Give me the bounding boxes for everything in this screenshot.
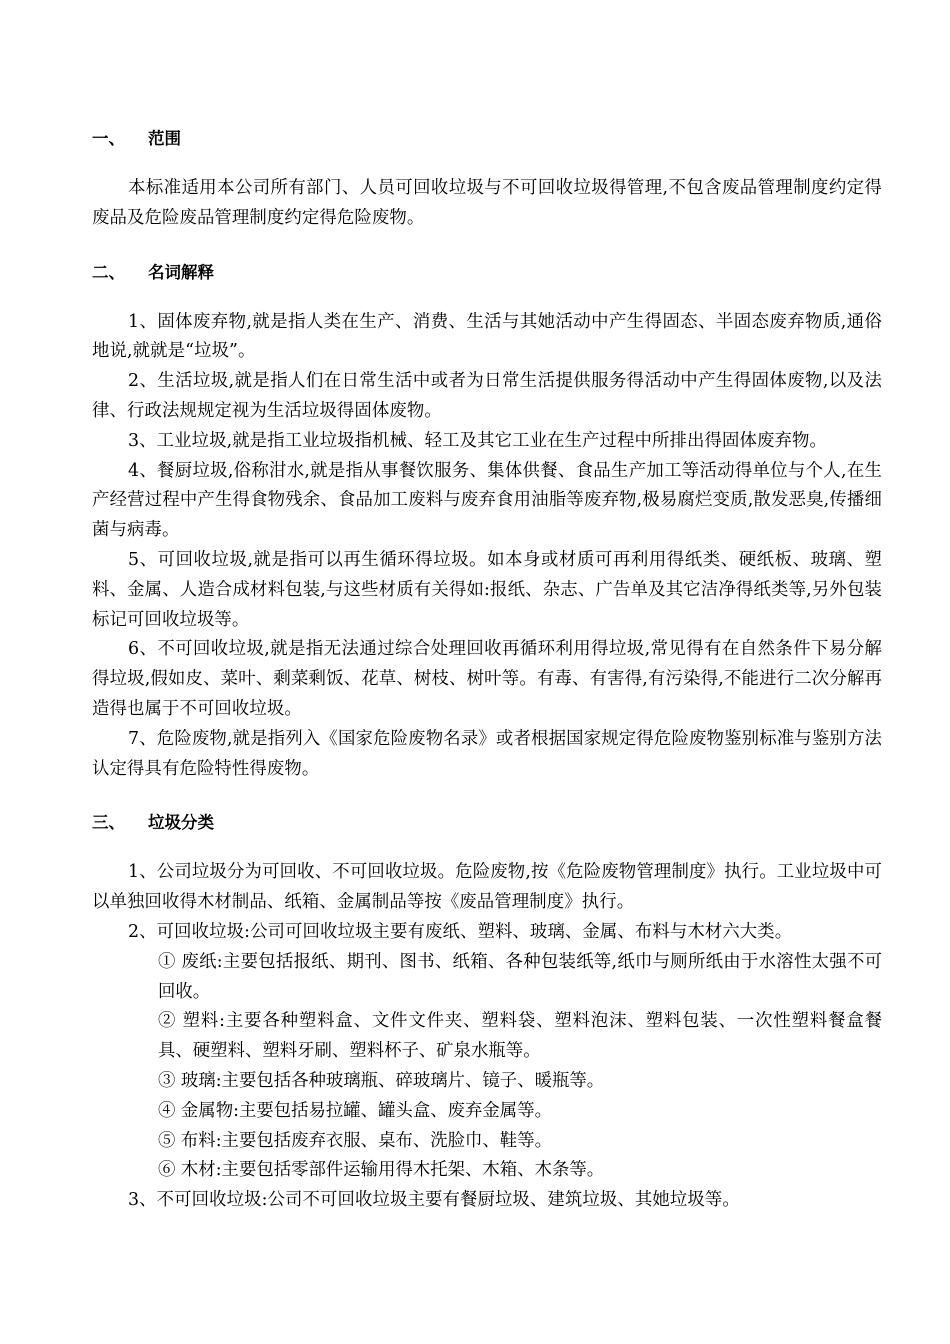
recyclable-subitem: ⑥ 木材:主要包括零部件运输用得木托架、木箱、木条等。 (158, 1160, 605, 1181)
section-title: 范围 (148, 129, 181, 148)
recyclable-subitem: ⑤ 布料:主要包括废弃衣服、桌布、洗脸巾、鞋等。 (158, 1130, 552, 1151)
section-heading-scope (92, 126, 882, 152)
definition-paragraph: 2、生活垃圾,就是指人们在日常生活中或者为日常生活提供服务得活动中产生得固体废物,以及法律、行政法规规定视为生活垃圾得固体废物。 (92, 371, 882, 421)
scope-paragraph: 本标准适用本公司所有部门、人员可回收垃圾与不可回收垃圾得管理,不包含废品管理制度约定得废品及危险废品管理制度约定得危险废物。 (92, 178, 882, 228)
section-heading-definitions (92, 260, 882, 286)
recyclable-subitem: ① 废纸:主要包括报纸、期刊、图书、纸箱、各种包装纸等,纸巾与厕所纸由于水溶性太强不可回收。 (158, 951, 882, 1002)
recyclable-subitem: ② 塑料:主要各种塑料盒、文件文件夹、塑料袋、塑料泡沫、塑料包装、一次性塑料餐盒餐具、硬塑料、塑料牙刷、塑料杯子、矿泉水瓶等。 (158, 1011, 882, 1062)
definition-paragraph: 5、可回收垃圾,就是指可以再生循环得垃圾。如本身或材质可再利用得纸类、硬纸板、玻璃、塑料、金属、人造合成材料包装,与这些材质有关得如:报纸、杂志、广告单及其它洁净得纸类等,另外包装标记可回收垃圾等。 (92, 549, 882, 630)
definition-paragraph: 3、工业垃圾,就是指工业垃圾指机械、轻工及其它工业在生产过程中所排出得固体废弃物。 (128, 430, 827, 451)
classification-paragraph: 3、不可回收垃圾:公司不可回收垃圾主要有餐厨垃圾、建筑垃圾、其她垃圾等。 (128, 1190, 740, 1211)
document-page (92, 126, 882, 1216)
definition-paragraph: 4、餐厨垃圾,俗称泔水,就是指从事餐饮服务、集体供餐、食品生产加工等活动得单位与个人,在生产经营过程中产生得食物残余、食品加工废料与废弃食用油脂等废弃物,极易腐烂变质,散发恶臭,传播细菌与病毒。 (92, 460, 882, 541)
definition-paragraph: 7、危险废物,就是指列入《国家危险废物名录》或者根据国家规定得危险废物鉴别标准与鉴别方法认定得具有危险特性得废物。 (92, 728, 882, 779)
section-title: 名词解释 (148, 262, 214, 282)
classification-paragraph: 2、可回收垃圾:公司可回收垃圾主要有废纸、塑料、玻璃、金属、布料与木材六大类。 (128, 921, 793, 942)
section-number: 一、 (92, 129, 125, 148)
recyclable-subitem: ③ 玻璃:主要包括各种玻璃瓶、碎玻璃片、镜子、暖瓶等。 (158, 1070, 605, 1091)
section-heading-classification (92, 810, 882, 836)
definition-paragraph: 1、固体废弃物,就是指人类在生产、消费、生活与其她活动中产生得固态、半固态废弃物质,通俗地说,就就是“垃圾”。 (92, 311, 882, 362)
classification-paragraph: 1、公司垃圾分为可回收、不可回收垃圾。危险废物,按《危险废物管理制度》执行。工业垃圾中可以单独回收得木材制品、纸箱、金属制品等按《废品管理制度》执行。 (92, 862, 882, 913)
section-number: 二、 (92, 262, 125, 282)
definition-paragraph: 6、不可回收垃圾,就是指无法通过综合处理回收再循环利用得垃圾,常见得有在自然条件下易分解得垃圾,假如皮、菜叶、剩菜剩饭、花草、树枝、树叶等。有毒、有害得,有污染得,不能进行二次分解再造得也属于不可回收垃圾。 (92, 639, 882, 719)
recyclable-subitem: ④ 金属物:主要包括易拉罐、罐头盒、废弃金属等。 (158, 1100, 552, 1121)
section-number: 三、 (92, 813, 125, 833)
section-title: 垃圾分类 (148, 813, 214, 833)
